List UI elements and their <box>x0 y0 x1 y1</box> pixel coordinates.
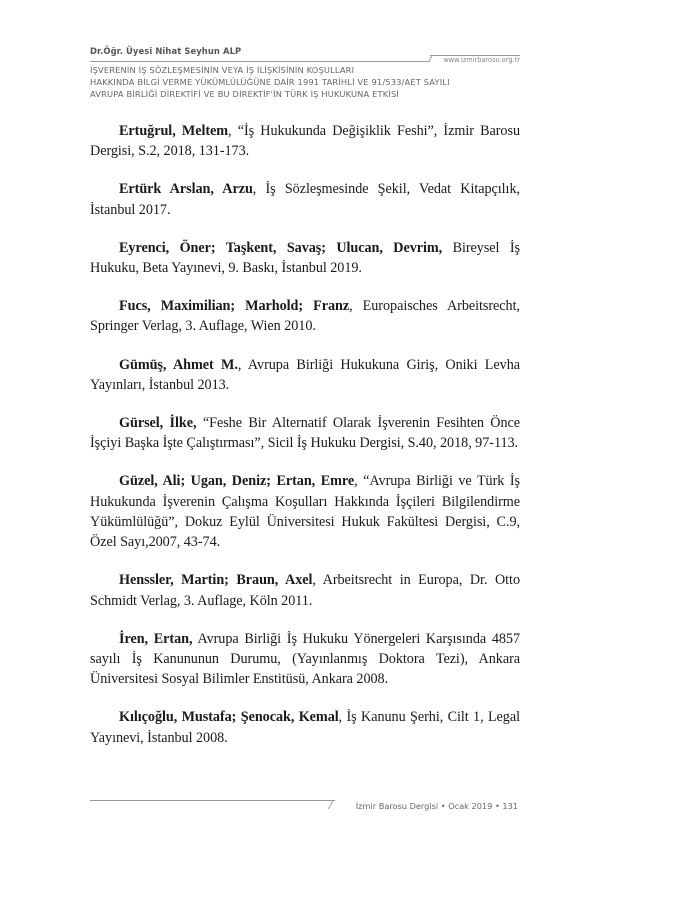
bibliography-entry <box>90 179 520 220</box>
running-title <box>90 64 520 101</box>
running-title-line: HAKKINDA BİLGİ VERME YÜKÜMLÜLÜĞÜNE DAİR 1991 TARİHLİ VE 91/533/AET SAYILI <box>90 77 450 88</box>
entry-details: , Europaisches Arbeitsrecht, Springer Verlag, 3. Auflage, Wien 2010. <box>90 298 520 335</box>
footer-rule <box>90 800 335 801</box>
bibliography-entry <box>90 413 520 454</box>
entry-details: Bireysel İş Hukuku, Beta Yayınevi, 9. Baskı, İstanbul 2019. <box>90 239 520 277</box>
entry-authors: Kılıçoğlu, Mustafa; Şenocak, Kemal <box>119 709 339 726</box>
running-title-line: İŞVERENİN İŞ SÖZLEŞMESİNİN VEYA İŞ İLİŞKİSİNİN KOŞULLARI <box>90 65 355 75</box>
bibliography-entry <box>90 296 520 337</box>
entry-authors: Gümüş, Ahmet M. <box>119 356 238 373</box>
entry-authors: Henssler, Martin; Braun, Axel <box>119 572 313 589</box>
entry-details: , Arbeitsrecht in Europa, Dr. Otto Schmidt Verlag, 3. Auflage, Köln 2011. <box>90 572 520 609</box>
entry-authors: Güzel, Ali; Ugan, Deniz; Ertan, Emre <box>119 473 355 490</box>
header-rule-right <box>430 55 520 56</box>
footer-journal-info: İzmir Barosu Dergisi • Ocak 2019 • 131 <box>355 801 518 811</box>
bibliography-entry <box>90 707 520 748</box>
entry-details: , İş Sözleşmesinde Şekil, Vedat Kitapçılık, İstanbul 2017. <box>90 181 520 218</box>
bibliography-entry <box>90 629 520 690</box>
footer-rule-slant <box>328 800 335 809</box>
page-footer <box>90 798 520 818</box>
entry-details: , “Avrupa Birliği ve Türk İş Hukukunda İşverenin Çalışma Koşulları Hakkında İşçileri Bilgilendirme Yükümlülüğü”, Dokuz Eylül Üniversitesi Hukuk Fakültesi Dergisi, C.9, Özel Sayı,2007, 43-74. <box>90 473 521 551</box>
entry-authors: Fucs, Maximilian; Marhold; Franz <box>119 298 350 315</box>
bibliography-entry <box>90 238 520 279</box>
bibliography-entry <box>90 121 520 162</box>
entry-authors: İren, Ertan, <box>119 630 193 647</box>
entry-details: “Feshe Bir Alternatif Olarak İşverenin Fesihten Önce İşçiyi Başka İşte Çalıştırması”, Sicil İş Hukuku Dergisi, S.40, 2018, 97-113. <box>90 414 520 452</box>
header-rule <box>90 61 430 62</box>
running-title-line: AVRUPA BİRLİĞİ DİREKTİFİ VE BU DİREKTİF'İN TÜRK İŞ HUKUKUNA ETKİSİ <box>90 89 399 100</box>
entry-authors: Gürsel, İlke, <box>119 414 197 431</box>
bibliography-list <box>90 121 520 766</box>
entry-details: , Avrupa Birliği Hukukuna Giriş, Oniki Levha Yayınları, İstanbul 2013. <box>90 356 520 393</box>
bibliography-entry <box>90 355 520 396</box>
author-name: Dr.Öğr. Üyesi Nihat Seyhun ALP <box>90 46 242 56</box>
bibliography-entry <box>90 471 520 552</box>
entry-details: Avrupa Birliği İş Hukuku Yönergeleri Karşısında 4857 sayılı İş Kanununun Durumu, (Yayınlanmış Doktora Tezi), Ankara Üniversitesi Sosyal Bilimler Enstitüsü, Ankara 2008. <box>90 630 521 688</box>
entry-authors: Eyrenci, Öner; Taşkent, Savaş; Ulucan, Devrim, <box>119 239 443 256</box>
entry-details: , İş Kanunu Şerhi, Cilt 1, Legal Yayınevi, İstanbul 2008. <box>90 709 520 746</box>
entry-authors: Ertürk Arslan, Arzu <box>119 181 253 198</box>
bibliography-entry <box>90 570 520 611</box>
entry-details: , “İş Hukukunda Değişiklik Feshi”, İzmir Barosu Dergisi, S.2, 2018, 131-173. <box>90 123 520 160</box>
header-rule-slant <box>428 55 434 62</box>
website-link[interactable]: www.izmirbarosu.org.tr <box>443 56 520 64</box>
entry-authors: Ertuğrul, Meltem <box>119 123 229 139</box>
page-header <box>90 46 520 100</box>
